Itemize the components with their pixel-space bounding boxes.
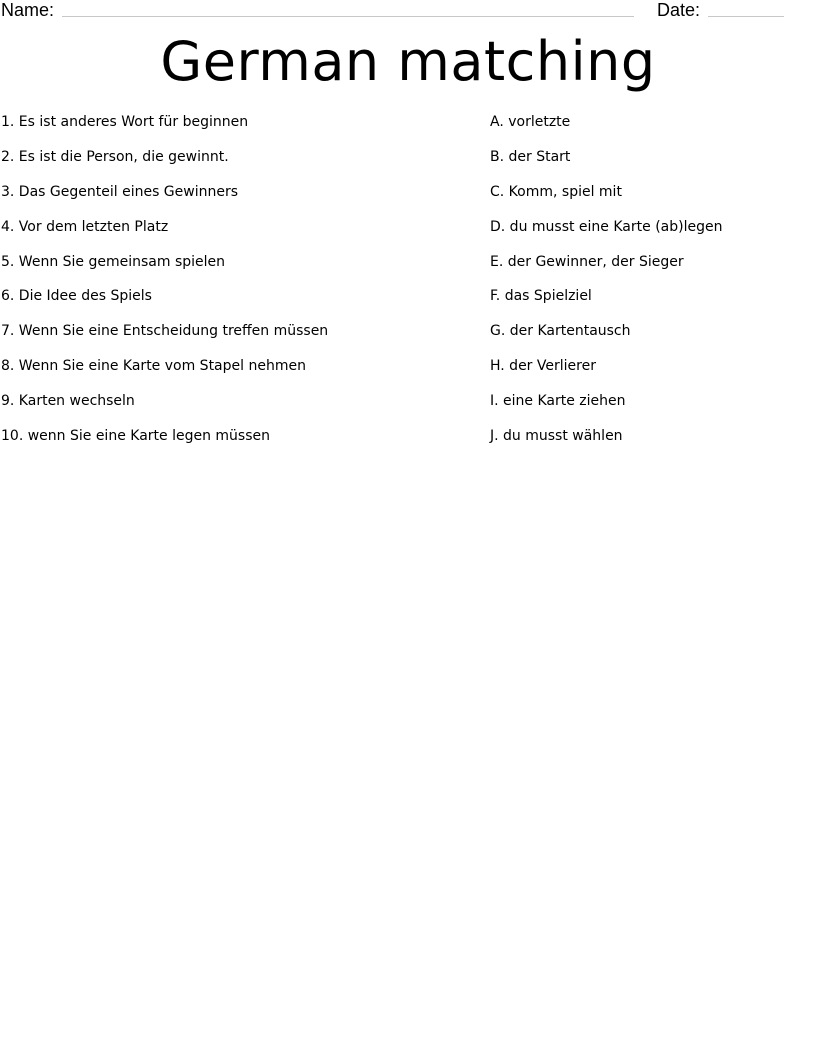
answer-item: C. Komm, spiel mit (490, 183, 622, 200)
page-title: German matching (160, 30, 656, 93)
question-item: 7. Wenn Sie eine Entscheidung treffen müssen (1, 323, 329, 340)
answers-column (490, 111, 810, 460)
question-item: 6. Die Idee des Spiels (1, 288, 152, 305)
date-label: Date: (657, 0, 701, 20)
answer-item: F. das Spielziel (490, 288, 592, 305)
worksheet-header (0, 0, 816, 26)
answer-item: E. der Gewinner, der Sieger (490, 253, 684, 270)
answer-item: G. der Kartentausch (490, 323, 631, 340)
question-item: 8. Wenn Sie eine Karte vom Stapel nehmen (1, 358, 306, 375)
question-item: 9. Karten wechseln (1, 393, 135, 410)
name-label: Name: (1, 0, 55, 20)
question-item: 10. wenn Sie eine Karte legen müssen (1, 428, 270, 445)
answer-item: H. der Verlierer (490, 358, 596, 375)
date-blank-line (708, 16, 784, 17)
question-item: 3. Das Gegenteil eines Gewinners (1, 183, 239, 200)
answer-item: A. vorletzte (490, 114, 571, 130)
question-item: 5. Wenn Sie gemeinsam spielen (1, 253, 226, 270)
name-blank-line (62, 16, 634, 17)
answer-item: I. eine Karte ziehen (490, 393, 626, 410)
answer-item: D. du musst eine Karte (ab)legen (490, 218, 723, 235)
question-item: 4. Vor dem letzten Platz (1, 218, 169, 235)
answer-item: B. der Start (490, 148, 571, 165)
question-item: 1. Es ist anderes Wort für beginnen (1, 114, 249, 130)
question-item: 2. Es ist die Person, die gewinnt. (1, 148, 229, 165)
answer-item: J. du musst wählen (490, 428, 623, 445)
questions-column (1, 111, 471, 460)
